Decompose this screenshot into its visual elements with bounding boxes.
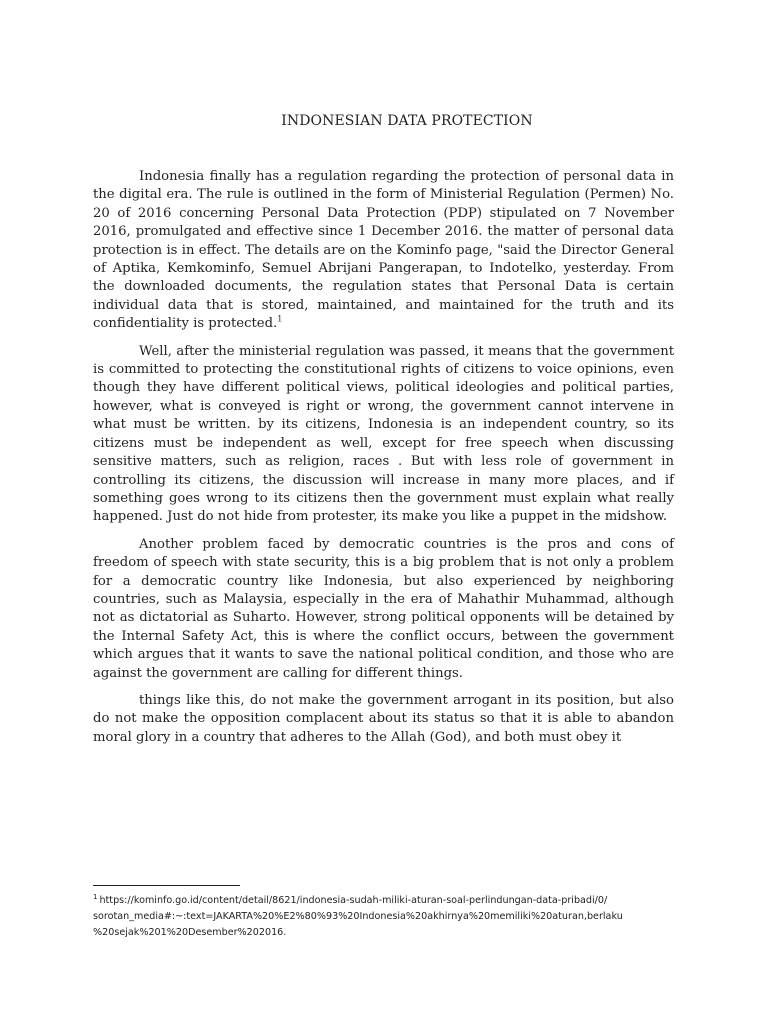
footnote: [93, 893, 693, 941]
paragraph-1-text: Indonesia finally has a regulation regarding the protection of personal data in the digital era. The rule is outlined in the form of Ministerial Regulation (Permen) No. 20 of 2016 concerning Personal Data Protection (PDP) stipulated on 7 November 2016, promulgated and effective since 1 December 2016. the matter of personal data protection is in effect. The details are on the Kominfo page, "said the Director General of Aptika, Kemkominfo, Semuel Abrijani Pangerapan, to Indotelko, yesterday. From the downloaded documents, the regulation states that Personal Data is certain individual data that is stored, maintained, and maintained for the truth and its confidentiality is protected.: [93, 169, 674, 332]
footnote-reference[interactable]: 1: [277, 314, 283, 324]
footnote-line-3[interactable]: %20sejak%201%20Desember%202016.: [93, 927, 287, 938]
paragraph-1: [93, 168, 674, 334]
paragraph-2: Well, after the ministerial regulation was passed, it means that the government is committed to protecting the constitutional rights of citizens to voice opinions, even though they have different political views, political ideologies and political parties, however, what is conveyed is right or wrong, the government cannot intervene in what must be written. by its citizens, Indonesia is an independent country, so its citizens must be independent as well, except for free speech when discussing sensitive matters, such as religion, races . But with less role of government in controlling its citizens, the discussion will increase in many more places, and if something goes wrong to its citizens then the government must explain what really happened. Just do not hide from protester, its make you like a puppet in the midshow.: [93, 343, 674, 525]
footnote-separator: [93, 885, 240, 886]
document-body: [93, 168, 674, 756]
footnote-mark: 1: [93, 892, 98, 901]
footnote-line-2[interactable]: sorotan_media#:~:text=JAKARTA%20%E2%80%93%20Indonesia%20akhirnya%20memiliki%20aturan,berlaku: [93, 911, 623, 922]
document-title: INDONESIAN DATA PROTECTION: [281, 113, 533, 129]
paragraph-4: things like this, do not make the government arrogant in its position, but also do not make the opposition complacent about its status so that it is able to abandon moral glory in a country that adheres to the Allah (God), and both must obey it: [93, 692, 674, 745]
footnote-url-part-1[interactable]: https://kominfo.go.id/content/detail/8621/indonesia-sudah-miliki-aturan-soal-perlindungan-data-pribadi/0/: [99, 895, 608, 906]
paragraph-3: Another problem faced by democratic countries is the pros and cons of freedom of speech with state security, this is a big problem that is not only a problem for a democratic country like Indonesia, but also experienced by neighboring countries, such as Malaysia, especially in the era of Mahathir Muhammad, although not as dictatorial as Suharto. However, strong political opponents will be detained by the Internal Safety Act, this is where the conflict occurs, between the government which argues that it wants to save the national political condition, and those who are against the government are calling for different things.: [93, 536, 674, 681]
footnote-line-1[interactable]: [93, 893, 693, 909]
